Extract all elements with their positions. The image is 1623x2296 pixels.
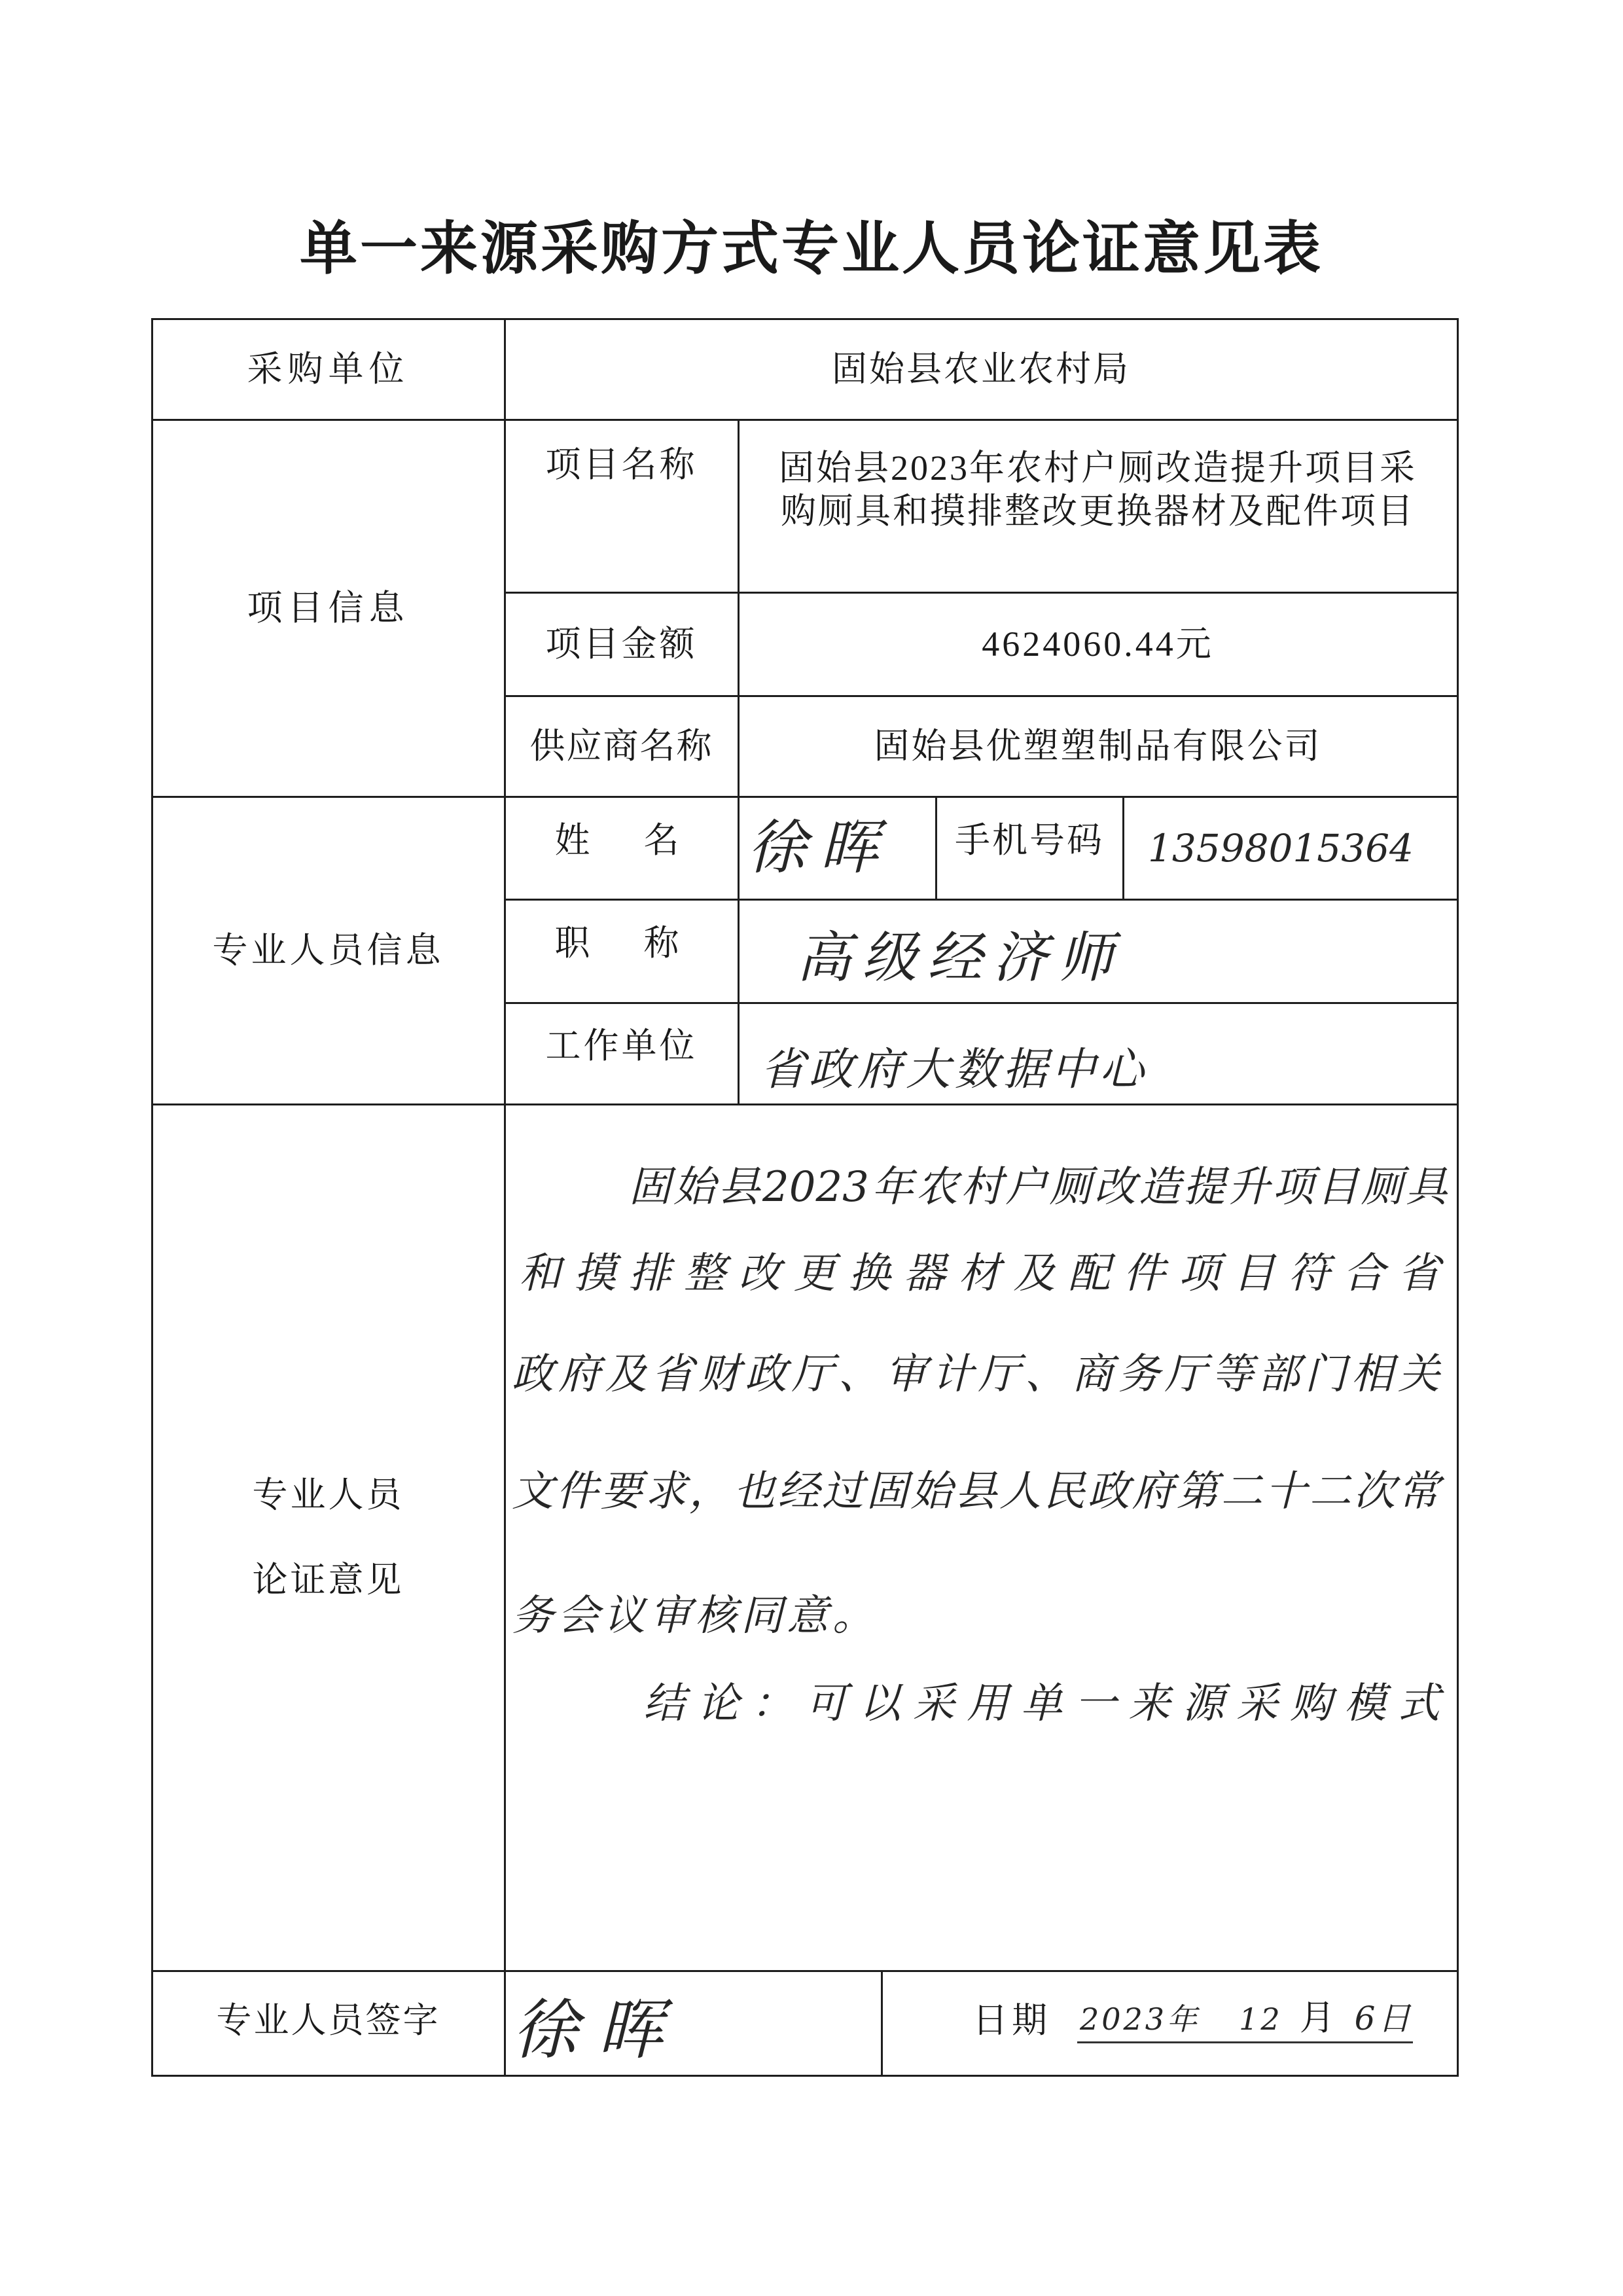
project-name-line: 固始县2023年农村户厕改造提升项目采 <box>779 448 1417 488</box>
signature-label: 专业人员签字 <box>216 2000 440 2040</box>
purchaser-value: 固始县农业农村局 <box>832 350 1130 389</box>
opinion-text-line: 文件要求，也经过固始县人民政府第二十二次常 <box>512 1467 1440 1516</box>
supplier-label: 供应商名称 <box>529 726 713 766</box>
date-day: 6 <box>1354 2000 1378 2037</box>
opinion-text-line: 固始县2023年农村户厕改造提升项目厕具 <box>629 1163 1448 1211</box>
phone-value: 13598015364 <box>1148 825 1414 870</box>
employer-value: 省政府大数据中心 <box>760 1043 1149 1096</box>
job-title-value: 高级经济师 <box>796 925 1124 990</box>
date-field <box>882 1971 1457 2076</box>
expert-info-label: 专业人员信息 <box>212 931 444 970</box>
employer-label: 工作单位 <box>545 1026 698 1066</box>
signature-handwritten: 徐晖 <box>512 1991 683 2068</box>
opinion-text-line: 政府及省财政厅、审计厅、商务厅等部门相关 <box>512 1350 1440 1399</box>
date-month: 12 <box>1239 2001 1283 2037</box>
form-title: 单一来源采购方式专业人员论证意见表 <box>299 218 1323 281</box>
project-info-label: 项目信息 <box>247 588 410 628</box>
opinion-label-line: 论证意见 <box>252 1560 404 1600</box>
opinion-conclusion: 结论：可以采用单一来源采购模式 <box>643 1679 1440 1728</box>
date-value <box>1077 1997 1413 2043</box>
date-year: 2023年 <box>1080 2001 1200 2037</box>
purchaser-label: 采购单位 <box>247 350 410 389</box>
expert-name-value: 徐晖 <box>747 813 891 882</box>
project-amount-value: 4624060.44元 <box>982 624 1214 664</box>
job-title-label: 职 称 <box>554 924 688 963</box>
date-day-unit: 日 <box>1378 2000 1411 2037</box>
opinion-text-line: 务会议审核同意。 <box>512 1592 878 1640</box>
project-name-value <box>738 420 1457 592</box>
project-name-label: 项目名称 <box>545 445 698 484</box>
expert-name-label: 姓 名 <box>554 820 688 860</box>
opinion-label <box>152 1104 505 1971</box>
phone-label: 手机号码 <box>955 820 1104 860</box>
opinion-label-line: 专业人员 <box>252 1475 404 1515</box>
project-name-line: 购厕具和摸排整改更换器材及配件项目 <box>781 492 1415 531</box>
opinion-text-line: 和摸排整改更换器材及配件项目符合省 <box>519 1249 1440 1298</box>
project-amount-label: 项目金额 <box>545 624 698 664</box>
date-label: 日期 <box>972 2000 1051 2040</box>
supplier-value: 固始县优塑塑制品有限公司 <box>874 726 1322 766</box>
date-month-unit: 月 <box>1299 1998 1335 2037</box>
